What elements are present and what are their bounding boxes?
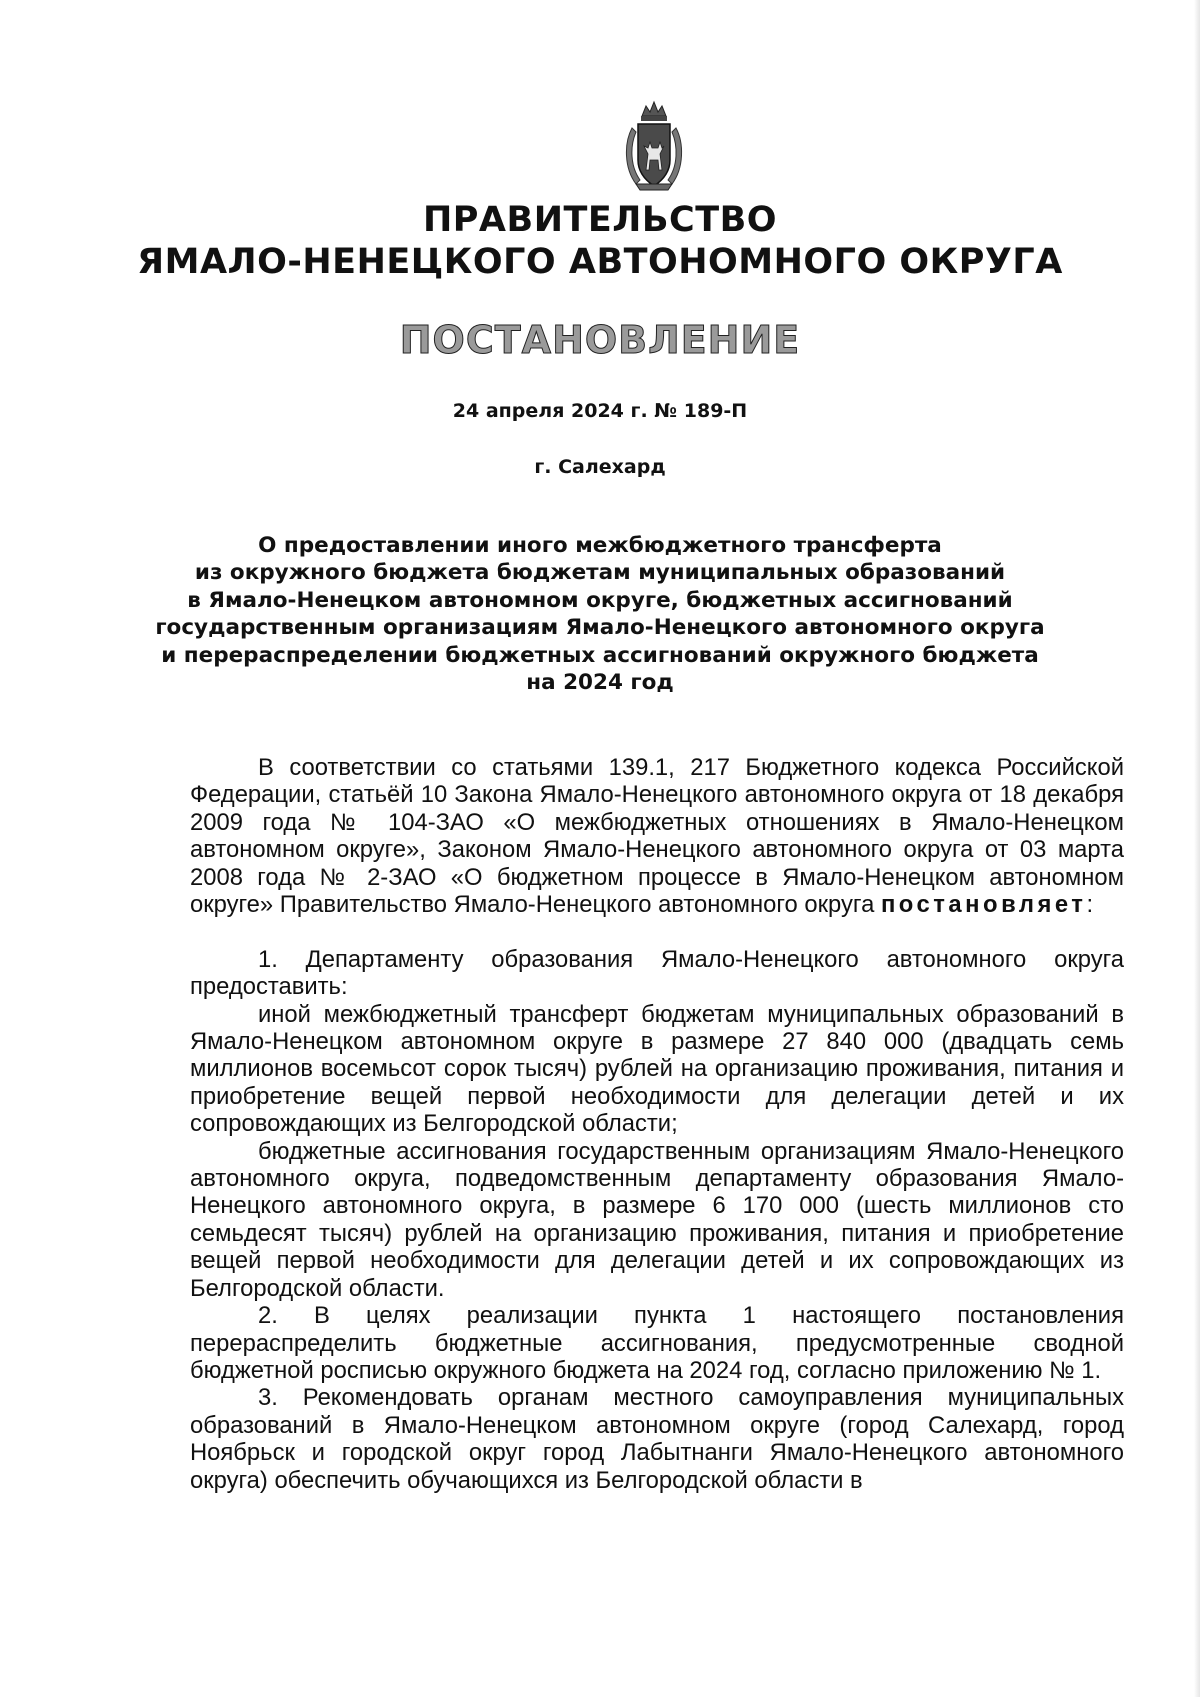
document-type-title: ПОСТАНОВЛЕНИЕ [399,318,801,362]
document-date-number: 24 апреля 2024 г. № 189-П [452,400,748,422]
document-subject [150,532,1050,696]
document-body [190,754,1124,1494]
paragraph-item-3: 3. Рекомендовать органам местного самоуправления муниципальных образований в Ямало-Ненецком автономном округе (город Салехард, город Ноябрьск и городской округ город Лабытнанги Ямало-Ненецкого автономного округа) обеспечить обучающихся из Белгородской области в [190,1384,1124,1494]
org-name-line2: ЯМАЛО-НЕНЕЦКОГО АВТОНОМНОГО ОКРУГА [137,242,1063,282]
subject-line: из окружного бюджета бюджетам муниципальных образований [194,560,1006,586]
subject-line: на 2024 год [526,670,674,696]
org-name-line1: ПРАВИТЕЛЬСТВО [422,200,778,240]
paragraph-item-2: 2. В целях реализации пункта 1 настоящего постановления перераспределить бюджетные ассигнования, предусмотренные сводной бюджетной росписью окружного бюджета на 2024 год, согласно приложению № 1. [190,1302,1124,1384]
preamble-text: В соответствии со статьями 139.1, 217 Бюджетного кодекса Российской Федерации, статьёй 10 Закона Ямало-Ненецкого автономного округа от 18 декабря 2009 года № 104-ЗАО «О межбюджетных отношениях в Ямало-Ненецком автономном округе», Законом Ямало-Ненецкого автономного округа от 03 марта 2008 года № 2-ЗАО «О бюджетном процессе в Ямало-Ненецком автономном округе» Правительство Ямало-Ненецкого автономного округа [190,754,1124,919]
paragraph-item-1a: иной межбюджетный трансферт бюджетам муниципальных образований в Ямало-Ненецком автономном округе в размере 27 840 000 (двадцать семь миллионов восемьсот сорок тысяч) рублей на организацию проживания, питания и приобретение вещей первой необходимости для делегации детей и их сопровождающих из Белгородской области; [190,1000,1124,1138]
paragraph-item-1b: бюджетные ассигнования государственным организациям Ямало-Ненецкого автономного округа, подведомственным департаменту образования Ямало-Ненецкого автономного округа, в размере 6 170 000 (шесть миллионов сто семьдесят тысяч) рублей на организацию проживания, питания и приобретение вещей первой необходимости для делегации детей и их сопровождающих из Белгородской области. [190,1137,1124,1302]
preamble-paragraph [190,754,1124,918]
paragraph-item-1: 1. Департаменту образования Ямало-Ненецкого автономного округа предоставить: [190,945,1124,1001]
yamal-coat-of-arms-icon [622,98,686,192]
subject-line: и перераспределении бюджетных ассигнований окружного бюджета [161,642,1039,668]
document-city: г. Салехард [534,456,666,478]
decrees-colon: : [1086,891,1094,919]
decrees-word: постановляет [880,891,1087,919]
subject-line: О предоставлении иного межбюджетного трансферта [258,533,942,558]
subject-line: государственным организациям Ямало-Ненецкого автономного округа [155,615,1045,641]
subject-line: в Ямало-Ненецком автономном округе, бюджетных ассигнований [187,587,1013,613]
